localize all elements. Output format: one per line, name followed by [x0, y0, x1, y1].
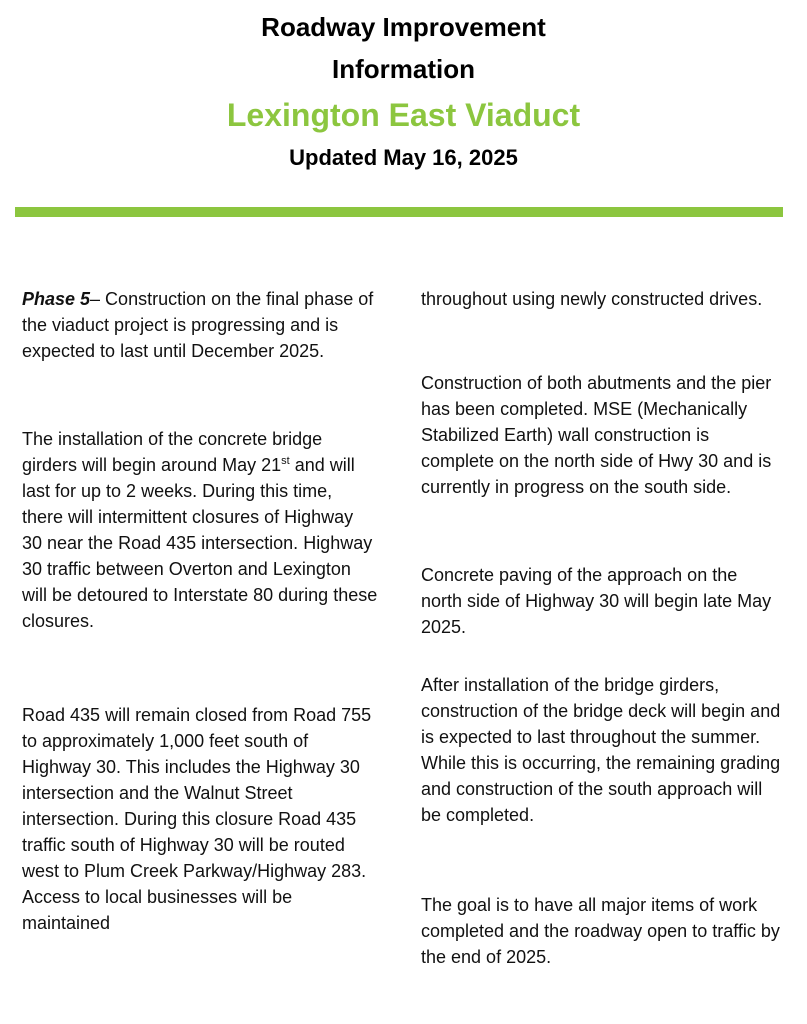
- title-line-2: Information: [332, 54, 475, 84]
- phase-text: – Construction on the final phase of the viaduct project is progressing and is expected to last until December 2025.: [22, 289, 374, 361]
- goal-paragraph: The goal is to have all major items of work completed and the roadway open to traffic by the end of 2025.: [421, 895, 780, 967]
- header-divider: [15, 207, 783, 217]
- road-closure-paragraph: Road 435 will remain closed from Road 755 to approximately 1,000 feet south of Highway 30. This includes the Highway 30 intersection and the Walnut Street intersection. During this closure Road 435 traffic south of Highway 30 will be routed west to Plum Creek Parkway/Highway 283. Access to local businesses will be maintained: [22, 705, 372, 933]
- project-name: Lexington East Viaduct: [226, 97, 581, 133]
- updated-date: Updated May 16, 2025: [289, 145, 518, 170]
- paving-paragraph: Concrete paving of the approach on the north side of Highway 30 will begin late May 2025.: [421, 565, 772, 637]
- bridge-deck-paragraph: After installation of the bridge girders, construction of the bridge deck will begin and is expected to last throughout the summer. While this is occurring, the remaining grading and construction of the south approach will be completed.: [421, 675, 781, 825]
- ordinal-suffix: st: [281, 455, 290, 467]
- phase-label: Phase 5: [22, 289, 91, 309]
- girder-text-end: and will last for up to 2 weeks. During this time, there will intermittent closures of Highway 30 near the Road 435 intersection. Highway 30 traffic between Overton and Lexington will be detoured to Interstate 80 during these closures.: [22, 455, 378, 631]
- phase-paragraph: [22, 286, 378, 364]
- title-line-1: Roadway Improvement: [261, 12, 546, 42]
- abutments-paragraph: Construction of both abutments and the pier has been completed. MSE (Mechanically Stabilized Earth) wall construction is complete on the north side of Hwy 30 and is currently in progress on the south side.: [421, 373, 772, 497]
- girder-text-start: The installation of the concrete bridge girders will begin around May 21: [22, 429, 323, 475]
- girder-installation-paragraph: [22, 426, 378, 634]
- access-continuation-paragraph: throughout using newly constructed drives.: [421, 289, 763, 309]
